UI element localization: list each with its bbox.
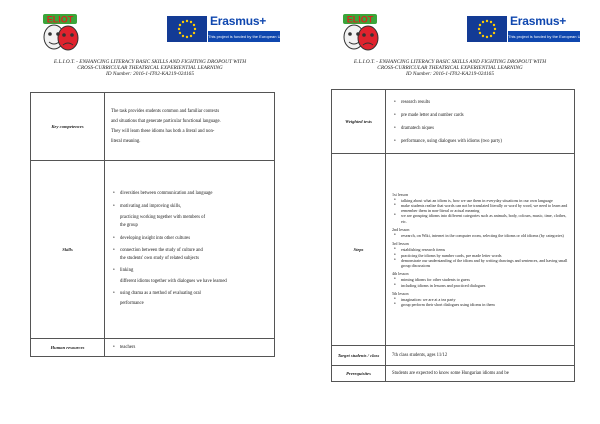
list-item-continued: practicing working together with members of [120, 214, 206, 220]
paragraph: The task provides students common and familiar contexts [111, 109, 220, 114]
list-item: • performance, using dialogues with idioms (two party) [401, 138, 570, 145]
list-item: • establishing research items [401, 247, 570, 252]
lesson-plan-table [331, 89, 575, 382]
list-item: • using drama as a method of evaluating oral [120, 290, 270, 298]
table-row [31, 161, 275, 339]
list-item: • we are grouping idioms into different categories such as animals, body, colours, music, time, clothes, etc. [401, 213, 570, 223]
list-item: • research, on Wiki, internet in the computer room, selecting the idioms or old idioms (by categories) [401, 233, 570, 238]
row-label: Target students / class [332, 346, 386, 366]
list-item-continued: the group [120, 223, 138, 229]
lesson-title: 2nd lesson [392, 226, 410, 232]
lesson-list [392, 198, 570, 224]
header-logos [340, 12, 589, 52]
table-row [332, 346, 575, 366]
header-line: CROSS-CURRICULAR THEATRICAL EXPERIENTIAL LEARNING [77, 65, 223, 72]
list-item-continued: the students' own study of related subjects [120, 256, 199, 262]
eu-funding-note: This project is funded by the European Union [508, 31, 580, 42]
row-label: Prerequisites [332, 366, 386, 382]
list-item: • miming idioms for other students to guess [401, 277, 570, 282]
theatre-mask-logo [40, 12, 82, 52]
paragraph: They will learn these idioms has both a literal and non- [111, 129, 215, 134]
project-header [300, 59, 600, 78]
table-row [332, 366, 575, 382]
list-item: • connection between the study of culture and [120, 247, 270, 255]
list-item: • teachers [120, 344, 270, 351]
lesson-title: 1st lesson [392, 191, 409, 197]
header-line: E.L.I.O.T. - ENHANCING LITERACY BASIC SKILLS AND FIGHTING DROPOUT WITH [53, 59, 247, 65]
project-header [0, 59, 300, 78]
header-line: ID Number: 2016-1-IT02-KA219-024165 [106, 71, 194, 78]
eu-flag-icon [167, 16, 207, 42]
row-label: Weighted tests [332, 90, 386, 154]
list-item: • talking about what an idiom is, how we use them in everyday situations in our own language [401, 198, 570, 203]
list-item: • practicing the idioms by number cards, pre made letter words [401, 253, 570, 258]
list-item: • dramatech niques [401, 125, 570, 132]
svg-text:ELIOT: ELIOT [46, 14, 74, 25]
target-students-cell: 7th class students, ages 11/12 [386, 346, 575, 366]
prerequisites-cell: Students are expected to know some Hungarian idioms and be [386, 366, 575, 382]
right-page [300, 0, 600, 424]
table-row [31, 93, 275, 161]
list-item-continued: different idioms together with dialogues we have learned [120, 278, 227, 284]
list-item-continued: performance [120, 301, 144, 307]
human-resources-cell [105, 339, 275, 357]
lesson-plan-table [30, 92, 275, 357]
row-label: Key competences [31, 93, 105, 161]
paragraph: literal meaning. [111, 139, 141, 144]
list-item: • linking [120, 267, 270, 275]
weighted-tests-cell [386, 90, 575, 154]
list-item: • group perform their short dialogues using idioms in them [401, 302, 570, 307]
header-line: E.L.I.O.T. - ENHANCING LITERACY BASIC SKILLS AND FIGHTING DROPOUT WITH [353, 59, 547, 65]
eu-flag-icon [467, 16, 507, 42]
skills-list [111, 190, 270, 308]
list-item: • motivating and improving skills, [120, 203, 270, 211]
lesson-title: 4th lesson [392, 271, 409, 277]
steps-cell [386, 154, 575, 346]
paragraph: and situations that generate particular functional language. [111, 119, 221, 124]
header-logos [40, 12, 289, 52]
lesson-list [392, 233, 570, 238]
lesson-list [392, 247, 570, 268]
row-label: Steps [332, 154, 386, 346]
weighted-tests-list [392, 99, 570, 145]
table-row [31, 339, 275, 357]
theatre-mask-logo [340, 12, 382, 52]
list-item: • diversities between communication and language [120, 190, 270, 198]
skills-cell [105, 161, 275, 339]
eu-funding-note: This project is funded by the European Union [208, 31, 280, 42]
human-resources-list [111, 344, 270, 351]
list-item: • developing insight into other cultures [120, 235, 270, 243]
row-label: Human resources [31, 339, 105, 357]
erasmus-plus-logo: Erasmus+ [210, 14, 267, 28]
svg-text:ELIOT: ELIOT [346, 14, 374, 25]
table-row [332, 154, 575, 346]
list-item: • demonstrate our understanding of the idiom and by writing drawings and sentences, and having small group discussions [401, 258, 570, 268]
lesson-title: 3rd lesson [392, 241, 409, 247]
lesson-list [392, 297, 570, 307]
list-item: • including idioms in lessons and practiced dialogues [401, 283, 570, 288]
lesson-title: 5th lesson [392, 290, 409, 296]
header-line: CROSS-CURRICULAR THEATRICAL EXPERIENTIAL LEARNING [377, 65, 523, 72]
list-item: • pre made letter and number cards [401, 112, 570, 119]
erasmus-plus-logo: Erasmus+ [510, 14, 567, 28]
list-item: • research results [401, 99, 570, 106]
key-competences-cell [105, 93, 275, 161]
header-line: ID Number: 2016-1-IT02-KA219-024165 [406, 71, 494, 78]
table-row [332, 90, 575, 154]
list-item: • make students realize that words can not be translated literally or word by word, we need to learn and remember them in non-literal or actual meaning [401, 203, 570, 213]
list-item: • imagination: we are at a tea party [401, 297, 570, 302]
row-label: Skills [31, 161, 105, 339]
lesson-list [392, 277, 570, 287]
